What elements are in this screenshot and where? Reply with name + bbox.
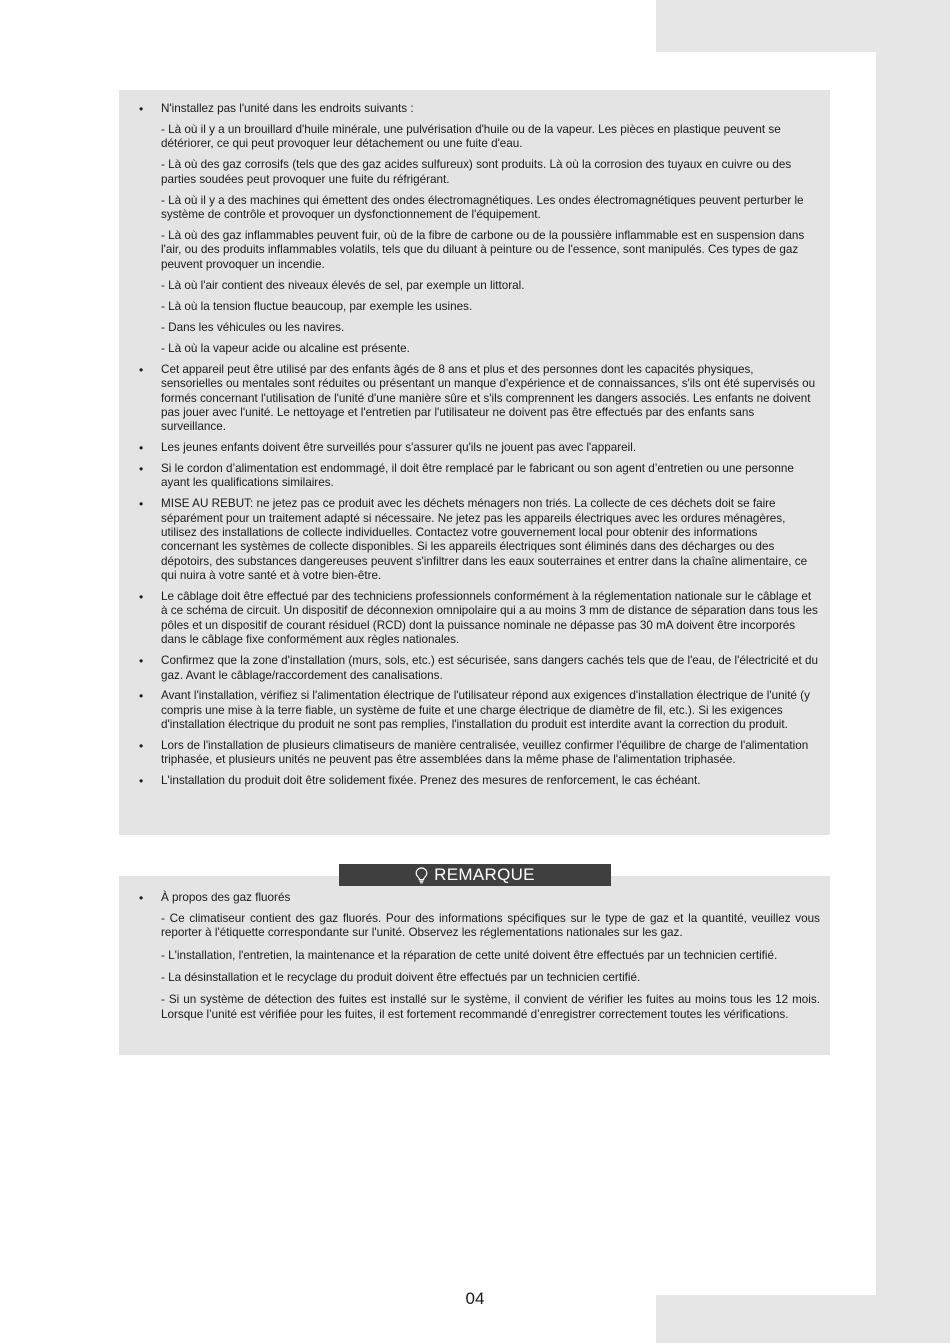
- lightbulb-icon: [415, 867, 428, 884]
- list-item: • Lors de l'installation de plusieurs climatiseurs de manière centralisée, veuillez confirmer l'équilibre de charge de l'alimentation triphasée, et plusieurs unités ne peuvent pas être assemblées dans la même phase de l'alimentation triphasée.: [119, 739, 818, 768]
- list-item: • Avant l'installation, vérifiez si l'alimentation électrique de l'utilisateur répond aux exigences d'installation électrique de l'unité (y compris une mise à la terre fiable, un système de fuite et une charge électrique de diamètre de fil, etc.). Si les exigences d'installation électrique du produit ne sont pas remplies, l'installation du produit est interdite avant la correction du produit.: [119, 689, 818, 732]
- sub-item: - Si un système de détection des fuites est installé sur le système, il convient de vérifier les fuites au moins tous les 12 mois. Lorsque l’unité est vérifiée pour les fuites, il est fortement recommandé d’enregistrer correctement toutes les vérifications.: [161, 993, 820, 1021]
- page-number: 04: [465, 1289, 485, 1308]
- safety-instructions-panel: [119, 90, 830, 835]
- remark-panel: [119, 876, 830, 1055]
- sub-item: - Là où il y a des machines qui émettent des ondes électromagnétiques. Les ondes électromagnétiques peuvent perturber le système de contrôle et provoquer un dysfonctionnement de l'équipement.: [161, 193, 804, 222]
- sub-item: - Là où l'air contient des niveaux élevés de sel, par exemple un littoral.: [161, 278, 525, 292]
- list-item: • Confirmez que la zone d'installation (murs, sols, etc.) est sécurisée, sans dangers cachés tels que de l'eau, de l'électricité et du gaz. Avant le câblage/raccordement des canalisations.: [119, 654, 818, 683]
- list-item: • MISE AU REBUT: ne jetez pas ce produit avec les déchets ménagers non triés. La collecte de ces déchets doit se faire séparément pour un traitement adapté si nécessaire. Ne jetez pas les appareils électriques avec les ordures ménagères, utilisez des installations de collecte individuelles. Contactez votre gouvernement local pour obtenir des informations concernant les systèmes de collecte disponibles. Si les appareils électriques sont éliminés dans des décharges ou des dépotoirs, des substances dangereuses peuvent s'infiltrer dans les eaux souterraines et entrer dans la chaîne alimentaire, ce qui nuira à votre santé et à votre bien-être.: [119, 497, 818, 583]
- list-item: • À propos des gaz fluorés: [119, 891, 820, 905]
- list-item: • Si le cordon d’alimentation est endommagé, il doit être remplacé par le fabricant ou son agent d’entretien ou une personne ayant les qualifications similaires.: [119, 462, 818, 491]
- sub-item: - Là où il y a un brouillard d'huile minérale, une pulvérisation d'huile ou de la vapeur. Les pièces en plastique peuvent se détériorer, ce qui peut provoquer leur détachement ou une fuite d'eau.: [161, 122, 781, 151]
- sub-item: - Dans les véhicules ou les navires.: [161, 320, 345, 334]
- remark-header: [339, 864, 611, 886]
- sub-item: - Là où la vapeur acide ou alcaline est présente.: [161, 341, 410, 355]
- list-item: • N'installez pas l'unité dans les endroits suivants :: [119, 102, 818, 116]
- sub-item: - Là où des gaz corrosifs (tels que des gaz acides sulfureux) sont produits. Là où la corrosion des tuyaux en cuivre ou des parties soudées peut provoquer une fuite du réfrigérant.: [161, 158, 792, 186]
- sub-item: - Là où la tension fluctue beaucoup, par exemple les usines.: [161, 299, 473, 313]
- page-edge-strip: [876, 0, 950, 1343]
- sub-item: - La désinstallation et le recyclage du produit doivent être effectués par un technicien certifié.: [161, 971, 641, 985]
- list-item: • Cet appareil peut être utilisé par des enfants âgés de 8 ans et plus et des personnes dont les capacités physiques, sensorielles ou mentales sont réduites ou présentant un manque d'expérience et de connaissances, s'ils ont été supervisés ou formés concernant l'utilisation de l'unité d'une manière sûre et s'ils comprennent les dangers associés. Les enfants ne doivent pas jouer avec l'unité. Le nettoyage et l'entretien par l'utilisateur ne doivent pas être effectués par des enfants sans surveillance.: [119, 363, 818, 435]
- sub-item: - Là où des gaz inflammables peuvent fuir, où de la fibre de carbone ou de la poussière inflammable est en suspension dans l'air, ou des produits inflammables volatils, tels que du diluant à peinture ou de l'essence, sont manipulés. Ces types de gaz peuvent provoquer un incendie.: [161, 229, 805, 271]
- list-item: • Le câblage doit être effectué par des techniciens professionnels conformément à la réglementation nationale sur le câblage et à ce schéma de circuit. Un dispositif de déconnexion omnipolaire qui a au moins 3 mm de distance de séparation dans tous les pôles et un dispositif de courant résiduel (RCD) dont la puissance nominale ne dépasse pas 30 mA doivent être incorporés dans le câblage fixe conformément aux règles nationales.: [119, 590, 818, 648]
- list-item: • Les jeunes enfants doivent être surveillés pour s'assurer qu'ils ne jouent pas avec l'appareil.: [119, 441, 818, 455]
- sub-item: - L'installation, l'entretien, la maintenance et la réparation de cette unité doivent être effectués par un technicien certifié.: [161, 948, 778, 962]
- sub-item: - Ce climatiseur contient des gaz fluorés. Pour des informations spécifiques sur le type de gaz et la quantité, veuillez vous reporter à l'étiquette correspondante sur l'unité. Observez les réglementations nationales sur les gaz.: [161, 911, 820, 940]
- remark-title: REMARQUE: [434, 865, 535, 884]
- list-item: • L'installation du produit doit être solidement fixée. Prenez des mesures de renforcement, le cas échéant.: [119, 774, 818, 788]
